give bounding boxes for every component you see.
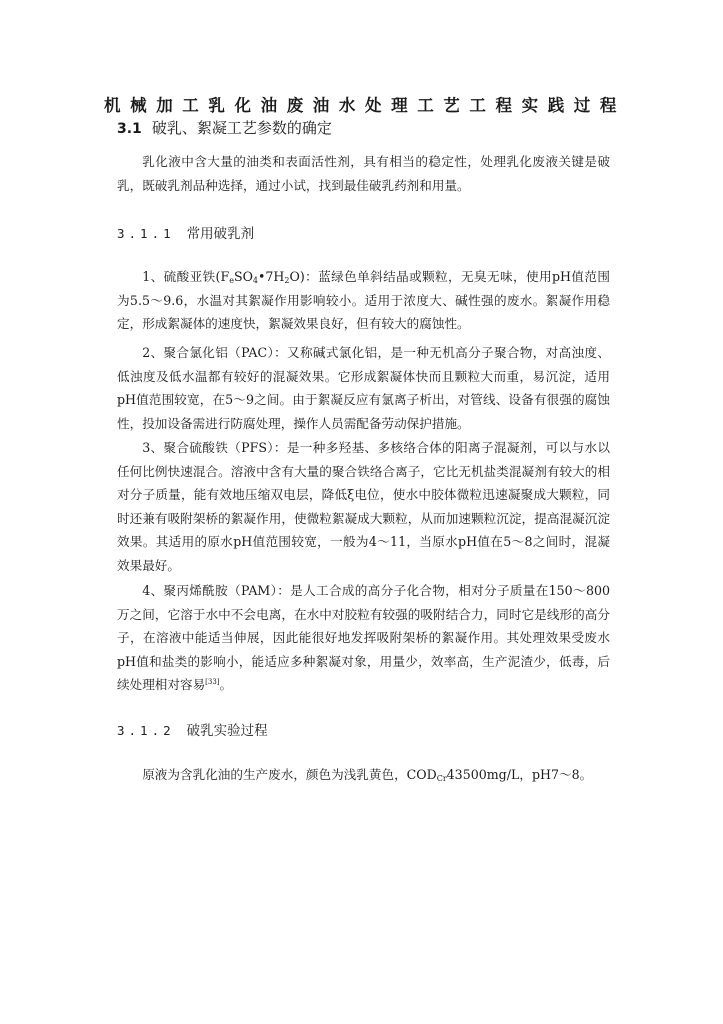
item1-lead: 1、硫酸亚铁(F xyxy=(142,269,230,284)
citation-ref: [33] xyxy=(205,678,220,687)
item-paragraph-1 xyxy=(117,265,610,336)
item-paragraph-2: 2、聚合氯化铝（PAC）：又称碱式氯化铝，是一种无机高分子聚合物，对高浊度、低浊度及低水温都有较好的混凝效果。它形成絮凝体快而且颗粒大而重，易沉淀，适用pH值范围较宽，在5～9之间。由于絮凝反应有氯离子析出，对管线、设备有很强的腐蚀性，投加设备需进行防腐处理，操作人员需配备劳动保护措施。 xyxy=(117,345,610,431)
item1-formula-h: •7H xyxy=(257,269,285,284)
item1-text: 蓝绿色单斜结晶或颗粒，无臭无味，使用pH值范围为5.5～9.6，水温对其絮凝作用影响较小。适用于浓度大、碱性强的废水。絮凝作用稳定，形成絮凝体的速度快，絮凝效果良好，但有较大的腐蚀性。 xyxy=(117,269,610,332)
section-number: 3.1 xyxy=(117,121,142,137)
item4-tail: 。 xyxy=(219,677,233,693)
subsection-title-2: 破乳实验过程 xyxy=(186,723,268,739)
experiment-text-a: 原液为含乳化油的生产废水，颜色为浅乳黄色，COD xyxy=(142,767,437,782)
experiment-text-b: 43500mg/L，pH7～8。 xyxy=(446,767,593,782)
document-title: 机械加工乳化油废油水处理工艺工程实践过程 xyxy=(104,96,626,115)
section-heading xyxy=(117,117,332,138)
cod-subscript: Cr xyxy=(436,774,447,783)
item1-formula-o: O)： xyxy=(289,269,319,284)
experiment-paragraph xyxy=(117,763,610,787)
item-paragraph-3: 3、聚合硫酸铁（PFS）：是一种多羟基、多核络合体的阳离子混凝剂，可以与水以任何比例快速混合。溶液中含有大量的聚合铁络合离子，它比无机盐类混凝剂有较大的相对分子质量，能有效地压缩双电层，降低ξ电位，使水中胶体微粒迅速凝聚成大颗粒，同时还兼有吸附架桥的絮凝作用，使微粒絮凝成大颗粒，从而加速颗粒沉淀，提高混凝沉淀效果。其适用的原水pH值范围较宽，一般为4～11，当原水pH值在5～8之间时，混凝效果最好。 xyxy=(117,440,610,573)
item4-text: 4、聚丙烯酰胺（PAM）：是人工合成的高分子化合物，相对分子质量在150～800万之间，它溶于水中不会电离，在水中对胶粒有较强的吸附结合力，同时它是线形的高分子，在溶液中能适当伸展，因此能很好地发挥吸附架桥的絮凝作用。其处理效果受废水pH值和盐类的影响小，能适应多种絮凝对象，用量少，效率高，生产泥渣少，低毒，后续处理相对容易 xyxy=(117,583,610,693)
subsection-number-1: 3.1.1 xyxy=(117,226,175,241)
item-paragraph-4 xyxy=(117,579,610,697)
item1-formula-2: 2 xyxy=(284,276,290,285)
item1-formula-so: SO xyxy=(233,269,253,284)
section-intro-paragraph: 乳化液中含大量的油类和表面活性剂，具有相当的稳定性，处理乳化废液关键是破乳，既破乳剂品种选择，通过小试，找到最佳破乳药剂和用量。 xyxy=(117,154,610,193)
item1-formula-4: 4 xyxy=(252,276,258,285)
subsection-heading-2 xyxy=(117,719,268,739)
subsection-title-1: 常用破乳剂 xyxy=(186,226,255,242)
section-title: 破乳、絮凝工艺参数的确定 xyxy=(151,119,332,137)
item1-formula-e: e xyxy=(229,276,234,285)
subsection-number-2: 3.1.2 xyxy=(117,723,175,738)
subsection-heading-1 xyxy=(117,222,254,242)
